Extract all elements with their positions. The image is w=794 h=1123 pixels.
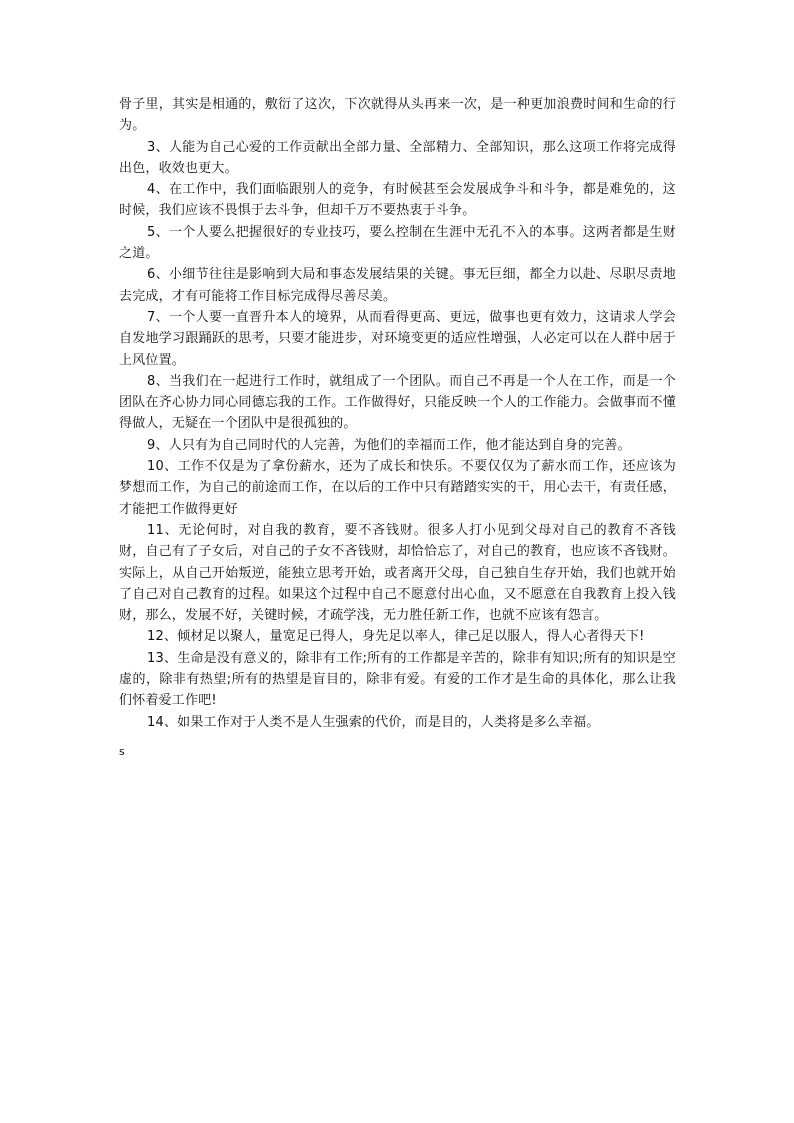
paragraph-item-12: 12、倾材足以聚人，量宽足已得人，身先足以率人，律己足以服人，得人心者得天下! bbox=[147, 629, 645, 645]
paragraph-item-7: 7、一个人要一直晋升本人的境界，从而看得更高、更远，做事也更有效力，这请求人学会自发地学习跟踊跃的思考，只要才能进步，对环境变更的适应性增强，人必定可以在人群中居于上风位置。 bbox=[119, 309, 676, 368]
paragraph-item-5: 5、一个人要么把握很好的专业技巧，要么控制在生涯中无孔不入的本事。这两者都是生财之道。 bbox=[119, 224, 676, 262]
paragraph-item-11: 11、无论何时，对自我的教育，要不吝钱财。很多人打小见到父母对自己的教育不吝钱财，自己有了子女后，对自己的子女不吝钱财，却恰恰忘了，对自己的教育，也应该不吝钱财。实际上，从自己开始叛逆，能独立思考开始，或者离开父母，自己独自生存开始，我们也就开始了自己对自己教育的过程。如果这个过程中自己不愿意付出心血，又不愿意在自我教育上投入钱财，那么，发展不好，关键时候，才疏学浅，无力胜任新工作，也就不应该有怨言。 bbox=[119, 522, 676, 624]
stray-mark: s bbox=[119, 745, 125, 758]
paragraph-item-3: 3、人能为自己心爱的工作贡献出全部力量、全部精力、全部知识，那么这项工作将完成得出色，收效也更大。 bbox=[119, 139, 676, 176]
paragraph-item-9: 9、人只有为自己同时代的人完善，为他们的幸福而工作，他才能达到自身的完善。 bbox=[147, 437, 631, 453]
paragraph-item-14: 14、如果工作对于人类不是人生强索的代价，而是目的，人类将是多么幸福。 bbox=[147, 714, 600, 730]
paragraph-item-10: 10、工作不仅是为了拿份薪水，还为了成长和快乐。不要仅仅为了薪水而工作，还应该为梦想而工作，为自己的前途而工作，在以后的工作中只有踏踏实实的干，用心去干，有责任感，才能把工作做得更好 bbox=[119, 459, 676, 517]
paragraph-continuation: 骨子里，其实是相通的，敷衍了这次，下次就得从头再来一次，是一种更加浪费时间和生命的行为。 bbox=[119, 97, 676, 134]
paragraph-item-8: 8、当我们在一起进行工作时，就组成了一个团队。而自己不再是一个人在工作，而是一个团队在齐心协力同心同德忘我的工作。工作做得好，只能反映一个人的工作能力。会做事而不懂得做人，无疑在一个团队中是很孤独的。 bbox=[119, 373, 676, 432]
paragraph-item-4: 4、在工作中，我们面临跟别人的竞争，有时候甚至会发展成争斗和斗争，都是难免的，这时候，我们应该不畏惧于去斗争，但却千万不要热衷于斗争。 bbox=[119, 182, 676, 219]
document-body bbox=[119, 94, 676, 733]
paragraph-item-13: 13、生命是没有意义的，除非有工作;所有的工作都是辛苦的，除非有知识;所有的知识是空虚的，除非有热望;所有的热望是盲目的，除非有爱。有爱的工作才是生命的具体化，那么让我们怀着爱工作吧! bbox=[119, 650, 676, 709]
paragraph-item-6: 6、小细节往往是影响到大局和事态发展结果的关键。事无巨细，都全力以赴、尽职尽责地去完成，才有可能将工作目标完成得尽善尽美。 bbox=[119, 267, 676, 304]
